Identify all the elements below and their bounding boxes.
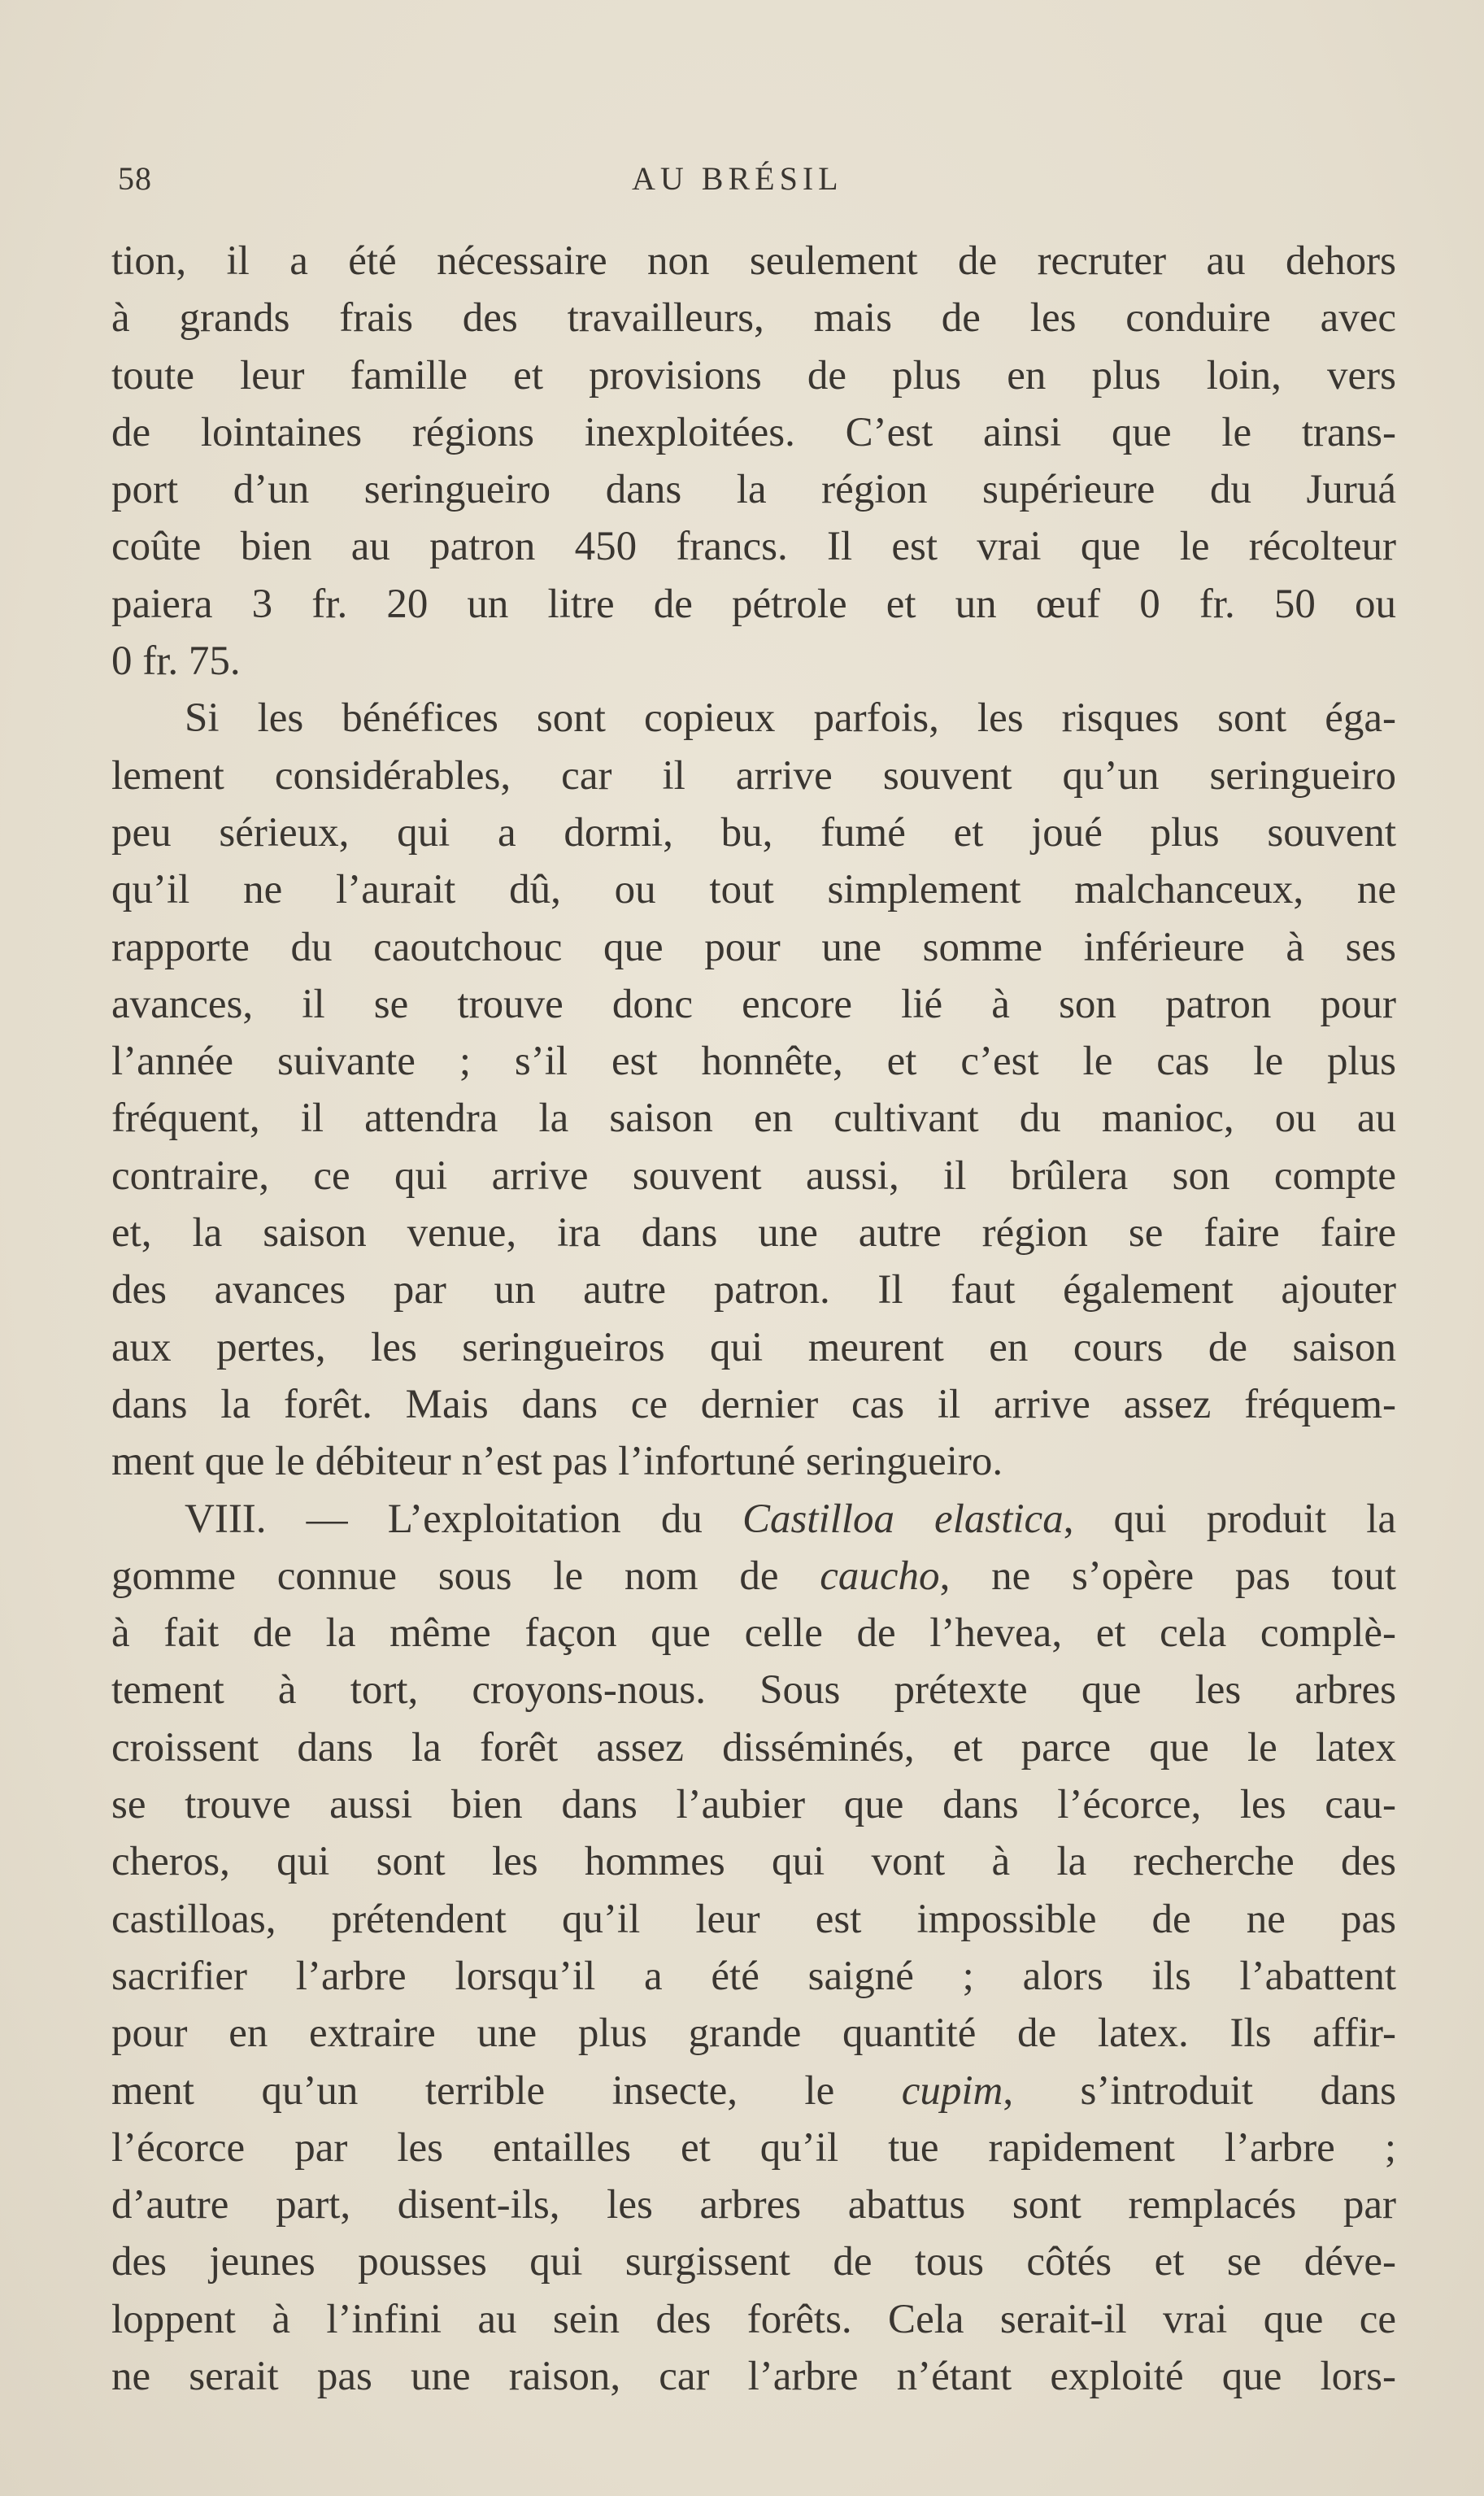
text-line [111, 2063, 1396, 2119]
text-line: cheros, qui sont les hommes qui vont à la recherche des [111, 1839, 1396, 1885]
text-line: dans la forêt. Mais dans ce dernier cas il arrive assez fréquem- [111, 1381, 1396, 1427]
italic-term: caucho [820, 1553, 940, 1599]
text-line: fréquent, il attendra la saison en cultivant du manioc, ou au [111, 1096, 1396, 1142]
text-line: lement considérables, car il arrive souvent qu’un seringueiro [111, 752, 1396, 799]
text-line: à grands frais des travailleurs, mais de les conduire avec [111, 295, 1396, 342]
text-line: paiera 3 fr. 20 un litre de pétrole et un œuf 0 fr. 50 ou [111, 581, 1396, 627]
running-head: AU BRÉSIL [632, 160, 843, 197]
text-line: 0 fr. 75. [111, 638, 241, 685]
text-fragment: , s’introduit dans [1003, 2067, 1396, 2114]
text-line [111, 1491, 1396, 1548]
text-line: l’écorce par les entailles et qu’il tue rapidement l’arbre ; [111, 2124, 1396, 2171]
text-line: tion, il a été nécessaire non seulement de recruter au dehors [111, 238, 1396, 284]
text-line: loppent à l’infini au sein des forêts. Cela serait-il vrai que ce [111, 2296, 1396, 2342]
text-line: qu’il ne l’aurait dû, ou tout simplement malchanceux, ne [111, 867, 1396, 913]
text-line: se trouve aussi bien dans l’aubier que dans l’écorce, les cau- [111, 1782, 1396, 1828]
text-line: des avances par un autre patron. Il faut également ajouter [111, 1267, 1396, 1313]
page-header [111, 159, 1396, 200]
text-line: castilloas, prétendent qu’il leur est impossible de ne pas [111, 1896, 1396, 1942]
text-line: sacrifier l’arbre lorsqu’il a été saigné ; alors ils l’abattent [111, 1953, 1396, 1999]
text-line: peu sérieux, qui a dormi, bu, fumé et joué plus souvent [111, 809, 1396, 856]
text-line: coûte bien au patron 450 francs. Il est vrai que le récolteur [111, 524, 1396, 570]
body-text [111, 233, 1396, 2405]
text-line: Si les bénéfices sont copieux parfois, les risques sont éga- [185, 695, 1396, 742]
text-line: toute leur famille et provisions de plus en plus loin, vers [111, 352, 1396, 399]
text-line: de lointaines régions inexploitées. C’est ainsi que le trans- [111, 409, 1396, 455]
page-number: 58 [118, 160, 152, 197]
text-line: contraire, ce qui arrive souvent aussi, il brûlera son compte [111, 1152, 1396, 1199]
italic-term: cupim [901, 2067, 1003, 2114]
text-line: des jeunes pousses qui surgissent de tous côtés et se déve- [111, 2239, 1396, 2285]
text-line: aux pertes, les seringueiros qui meurent en cours de saison [111, 1324, 1396, 1370]
text-line: à fait de la même façon que celle de l’hevea, et cela complè- [111, 1610, 1396, 1657]
text-line: ment que le débiteur n’est pas l’infortuné seringueiro. [111, 1439, 1003, 1485]
text-line: port d’un seringueiro dans la région supérieure du Juruá [111, 467, 1396, 513]
text-fragment: , qui produit la [1063, 1496, 1396, 1542]
text-line: d’autre part, disent-ils, les arbres abattus sont remplacés par [111, 2182, 1396, 2228]
text-line: tement à tort, croyons-nous. Sous prétexte que les arbres [111, 1667, 1396, 1714]
text-line: croissent dans la forêt assez disséminés, et parce que le latex [111, 1724, 1396, 1771]
text-line: avances, il se trouve donc encore lié à son patron pour [111, 981, 1396, 1027]
italic-term: Castilloa elastica [742, 1496, 1064, 1542]
text-line: l’année suivante ; s’il est honnête, et c’est le cas le plus [111, 1039, 1396, 1085]
text-fragment: gomme connue sous le nom de [111, 1553, 820, 1599]
text-line: ne serait pas une raison, car l’arbre n’étant exploité que lors- [111, 2353, 1396, 2399]
text-line: et, la saison venue, ira dans une autre région se faire faire [111, 1210, 1396, 1257]
text-line: rapporte du caoutchouc que pour une somme inférieure à ses [111, 924, 1396, 970]
text-fragment: ment qu’un terrible insecte, le [111, 2067, 902, 2114]
text-fragment: VIII. — L’exploitation du [185, 1496, 742, 1542]
text-line: pour en extraire une plus grande quantité de latex. Ils affir- [111, 2010, 1396, 2057]
text-line [111, 1548, 1396, 1605]
text-fragment: , ne s’opère pas tout [939, 1553, 1396, 1599]
